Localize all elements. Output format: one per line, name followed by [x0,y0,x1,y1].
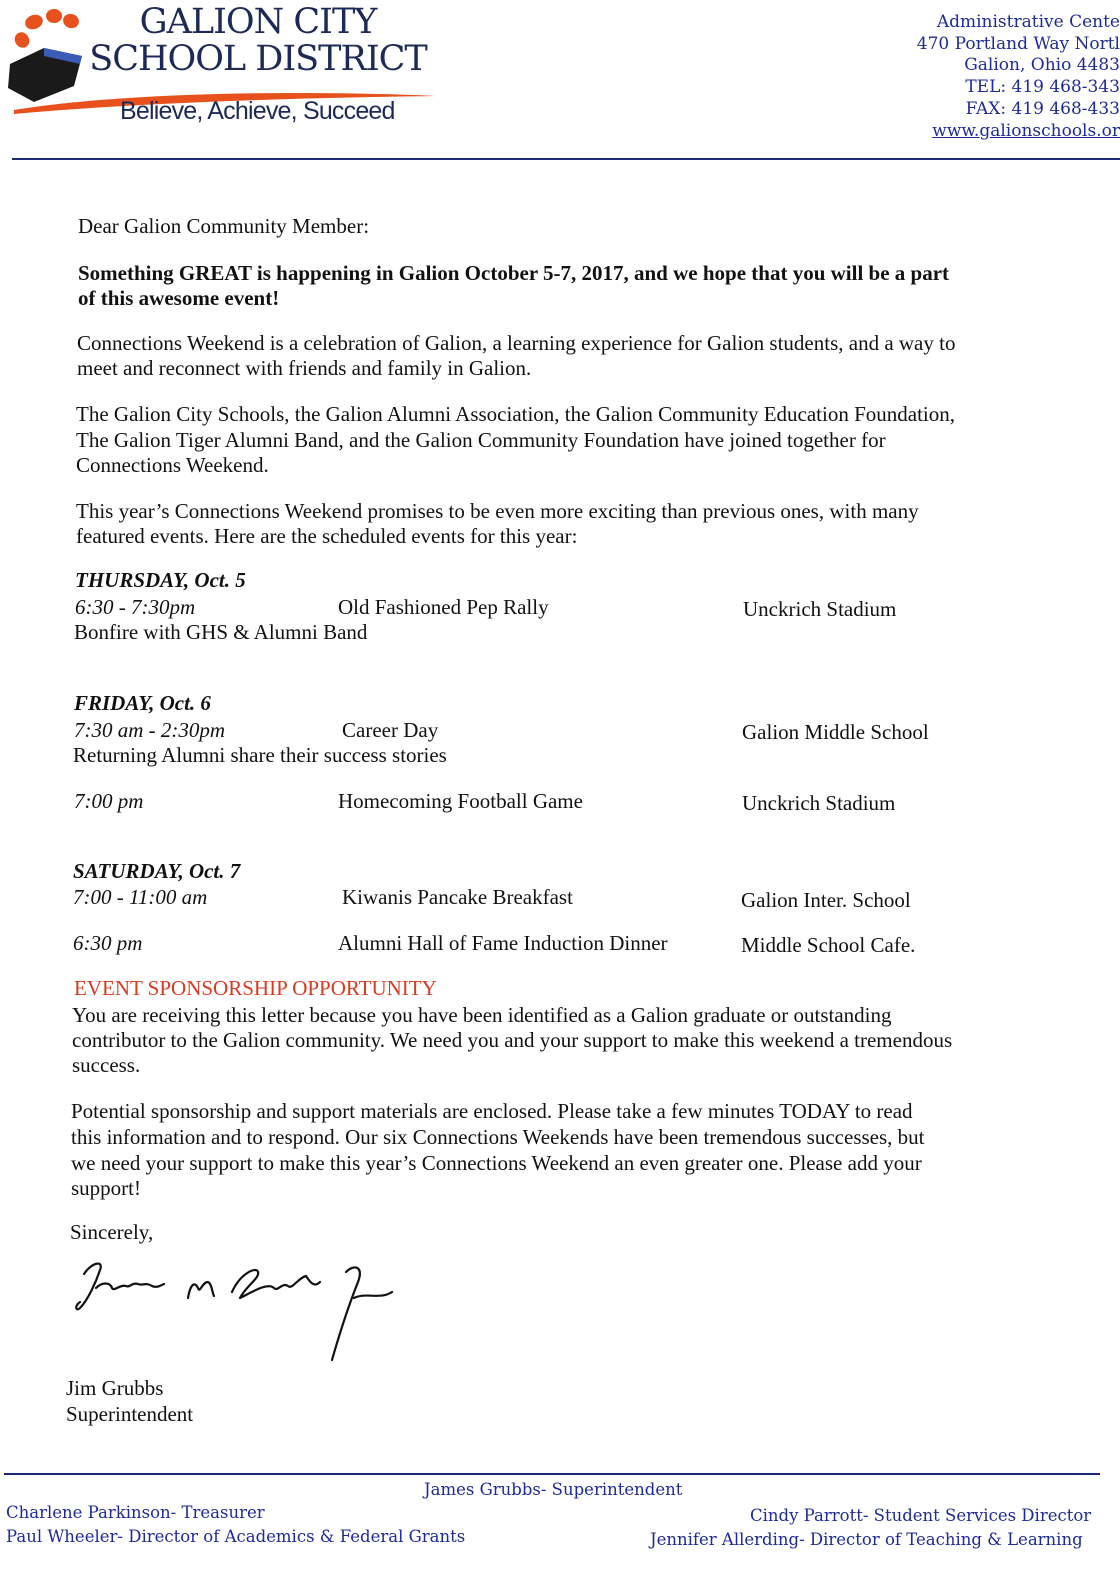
salutation: Dear Galion Community Member: [78,214,370,238]
event-time: 7:30 am - 2:30pm [74,718,226,742]
paragraph-line: The Galion Tiger Alumni Band, and the Galion Community Foundation have joined together for [76,428,886,452]
paragraph-line: meet and reconnect with friends and family in Galion. [77,356,532,380]
footer-divider [4,1473,1100,1475]
paragraph-line: The Galion City Schools, the Galion Alumni Association, the Galion Community Education Foundation, [76,402,956,426]
event-name: Career Day [342,718,439,742]
district-name: GALION CITY SCHOOL DISTRICT [89,2,427,79]
event-detail: Bonfire with GHS & Alumni Band [74,620,368,644]
event-name: Homecoming Football Game [338,789,583,813]
signatory-title: Superintendent [66,1402,194,1426]
event-location: Unckrich Stadium [743,597,897,621]
footer-teaching-learning-director: Jennifer Allerding- Director of Teaching & Learning [650,1530,1083,1549]
event-location: Middle School Cafe. [741,933,916,957]
paragraph-line: contributor to the Galion community. We need you and your support to make this weekend a tremendous [72,1028,953,1052]
schedule-day-heading: THURSDAY, Oct. 5 [75,568,246,592]
schedule-day-heading: SATURDAY, Oct. 7 [73,859,241,883]
footer-student-services-director: Cindy Parrott- Student Services Director [750,1506,1092,1525]
header-divider [12,158,1120,160]
event-name: Kiwanis Pancake Breakfast [342,885,573,909]
paragraph-line: Connections Weekend is a celebration of Galion, a learning experience for Galion students, and a way to [77,331,956,355]
footer-academics-director: Paul Wheeler- Director of Academics & Federal Grants [6,1527,466,1546]
event-time: 6:30 - 7:30pm [75,595,196,619]
paragraph-line: support! [71,1176,141,1200]
paragraph-line: This year’s Connections Weekend promises to be even more exciting than previous ones, with many [76,499,919,523]
footer-superintendent: James Grubbs- Superintendent [424,1480,683,1499]
paragraph-line: success. [72,1053,141,1077]
paragraph-line: featured events. Here are the scheduled events for this year: [76,524,578,548]
event-time: 6:30 pm [73,931,143,955]
fax-line: FAX: 419 468-433 [965,98,1120,119]
paragraph-line: we need your support to make this year’s Connections Weekend an even greater one. Please add your [71,1151,922,1175]
event-time: 7:00 - 11:00 am [73,885,208,909]
phone-line: TEL: 419 468-343 [965,77,1120,98]
headline-line: of this awesome event! [78,286,280,310]
event-name: Old Fashioned Pep Rally [338,595,549,619]
valediction: Sincerely, [70,1220,154,1244]
paragraph-line: You are receiving this letter because you have been identified as a Galion graduate or outstanding [72,1003,892,1027]
event-location: Galion Inter. School [741,888,911,912]
schedule-day-heading: FRIDAY, Oct. 6 [74,691,211,715]
address-line: Administrative Cente [936,12,1120,32]
footer-treasurer: Charlene Parkinson- Treasurer [6,1503,265,1522]
signatory-name: Jim Grubbs [66,1376,164,1400]
address-line: Galion, Ohio 4483 [964,55,1120,76]
address-line: 470 Portland Way Nortl [916,33,1120,54]
district-tagline: Believe, Achieve, Succeed [120,97,395,125]
event-name: Alumni Hall of Fame Induction Dinner [338,931,668,955]
paragraph-line: Connections Weekend. [76,453,269,477]
event-detail: Returning Alumni share their success stories [73,743,447,767]
signature [70,1252,410,1372]
event-location: Unckrich Stadium [742,791,896,815]
headline-line: Something GREAT is happening in Galion October 5-7, 2017, and we hope that you will be a part [78,261,950,285]
administrative-address [880,12,1120,142]
paragraph-line: Potential sponsorship and support materials are enclosed. Please take a few minutes TODAY to read [71,1099,913,1123]
sponsorship-heading: EVENT SPONSORSHIP OPPORTUNITY [74,976,437,1000]
event-location: Galion Middle School [742,720,929,744]
website-link[interactable]: www.galionschools.or [932,120,1120,141]
paragraph-line: this information and to respond. Our six Connections Weekends have been tremendous successes, but [71,1125,925,1149]
event-time: 7:00 pm [74,789,144,813]
